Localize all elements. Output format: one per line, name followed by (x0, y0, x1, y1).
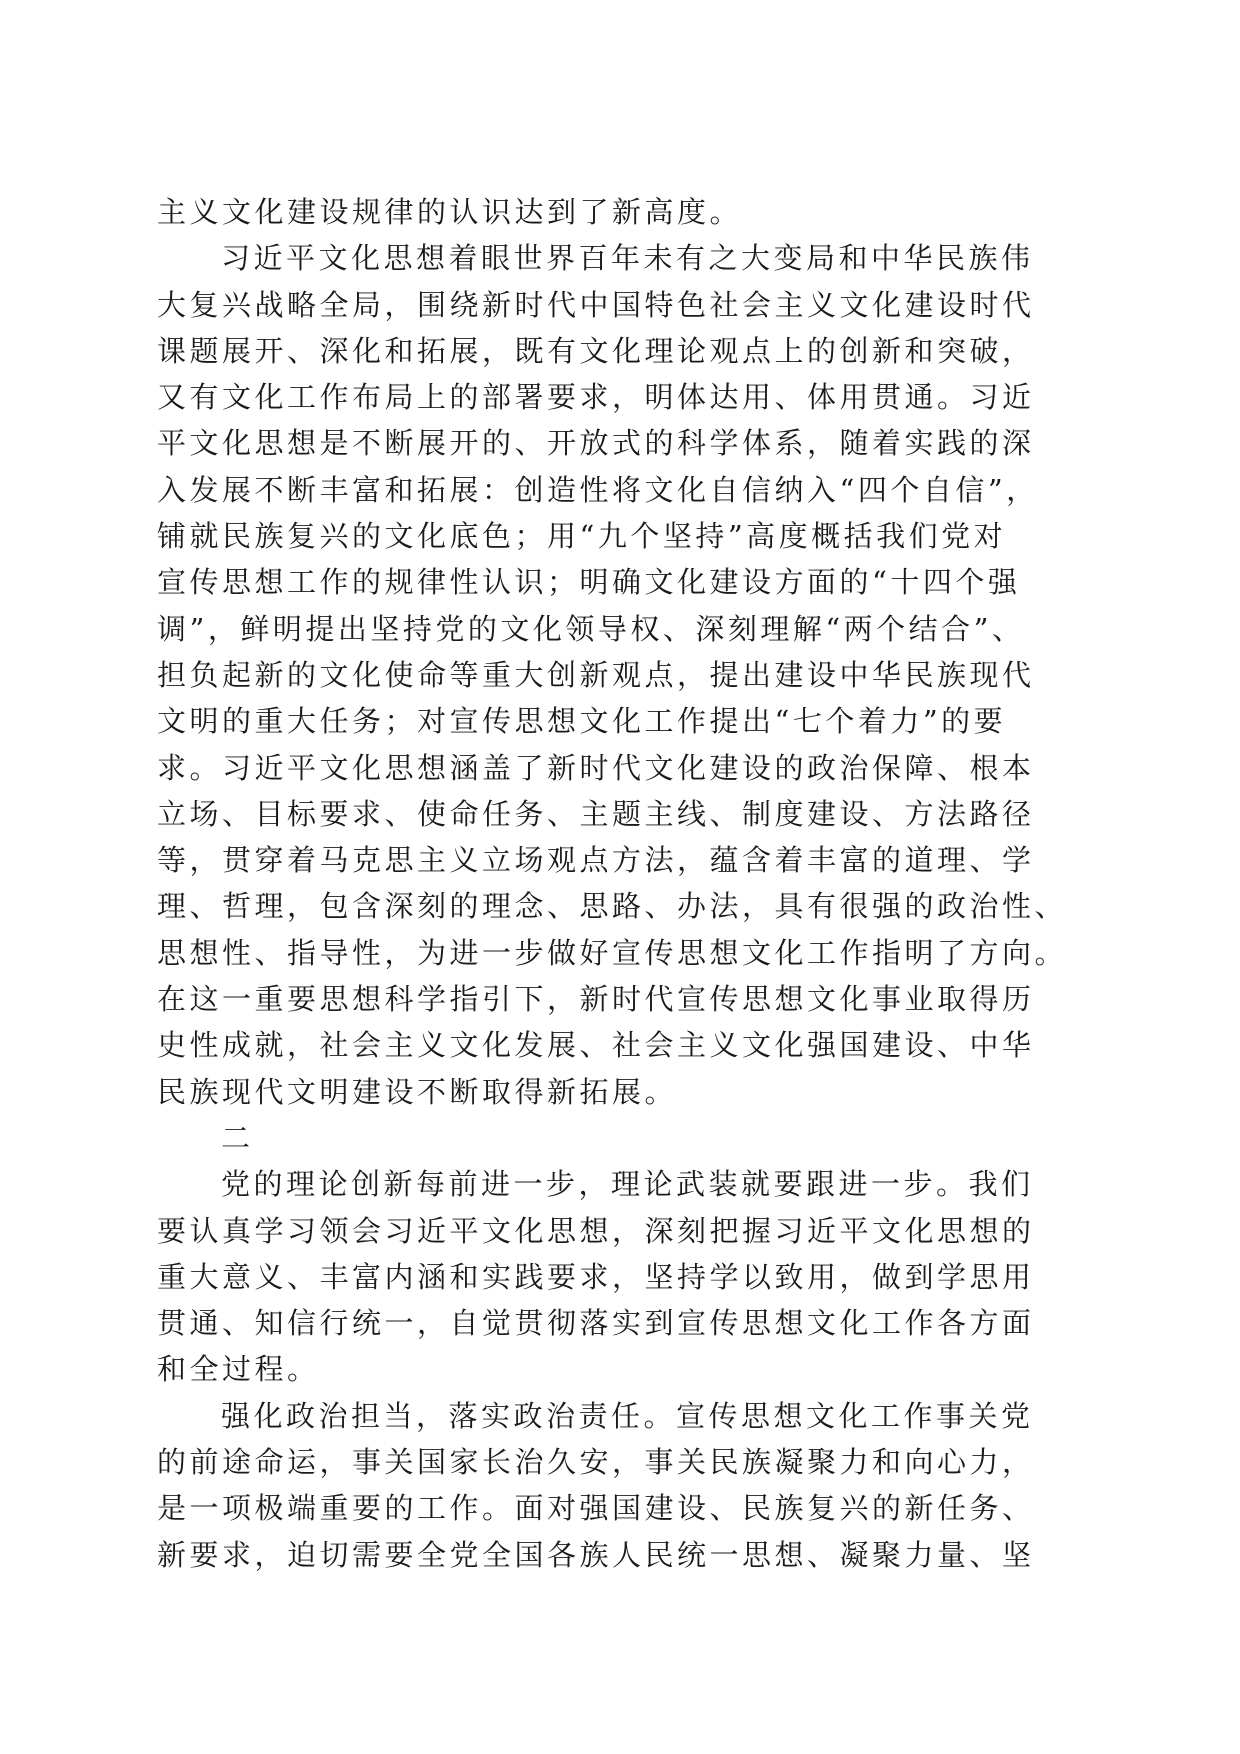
text-line: 新要求，迫切需要全党全国各族人民统一思想、凝聚力量、坚 (157, 1537, 1035, 1572)
text-line: 史性成就，社会主义文化发展、社会主义文化强国建设、中华 (157, 1028, 1035, 1063)
text-line: 理、哲理，包含深刻的理念、思路、办法，具有很强的政治性、 (157, 889, 1068, 924)
text-line: 和全过程。 (157, 1352, 320, 1387)
text-line: 强化政治担当，落实政治责任。宣传思想文化工作事关党 (221, 1398, 1034, 1433)
text-line: 贯通、知信行统一，自觉贯彻落实到宣传思想文化工作各方面 (157, 1306, 1035, 1341)
text-line: 是一项极端重要的工作。面对强国建设、民族复兴的新任务、 (157, 1491, 1035, 1526)
text-line: 调”，鲜明提出坚持党的文化领导权、深刻理解“两个结合”、 (157, 611, 1025, 646)
text-line: 在这一重要思想科学指引下，新时代宣传思想文化事业取得历 (157, 982, 1035, 1017)
text-line: 立场、目标要求、使命任务、主题主线、制度建设、方法路径 (157, 796, 1035, 831)
text-line: 二 (221, 1120, 254, 1155)
text-line: 要认真学习领会习近平文化思想，深刻把握习近平文化思想的 (157, 1213, 1035, 1248)
text-line: 文明的重大任务；对宣传思想文化工作提出“七个着力”的要 (157, 704, 1007, 739)
text-line: 主义文化建设规律的认识达到了新高度。 (157, 195, 743, 229)
body-text (157, 189, 1097, 1578)
text-line: 重大意义、丰富内涵和实践要求，坚持学以致用，做到学思用 (157, 1259, 1035, 1294)
text-line: 入发展不断丰富和拓展：创造性将文化自信纳入“四个自信”， (157, 472, 1039, 507)
text-line: 党的理论创新每前进一步，理论武装就要跟进一步。我们 (221, 1167, 1034, 1202)
text-line: 课题展开、深化和拓展，既有文化理论观点上的创新和突破， (157, 333, 1035, 368)
text-line: 大复兴战略全局，围绕新时代中国特色社会主义文化建设时代 (157, 287, 1035, 322)
text-line: 等，贯穿着马克思主义立场观点方法，蕴含着丰富的道理、学 (157, 843, 1035, 878)
text-line: 又有文化工作布局上的部署要求，明体达用、体用贯通。习近 (157, 380, 1035, 415)
text-line: 的前途命运，事关国家长治久安，事关民族凝聚力和向心力， (157, 1445, 1035, 1480)
text-line: 担负起新的文化使命等重大创新观点，提出建设中华民族现代 (157, 657, 1035, 692)
text-line: 宣传思想工作的规律性认识；明确文化建设方面的“十四个强 (157, 565, 1021, 600)
text-line: 民族现代文明建设不断取得新拓展。 (157, 1074, 678, 1109)
text-line: 习近平文化思想着眼世界百年未有之大变局和中华民族伟 (221, 241, 1034, 276)
text-line: 思想性、指导性，为进一步做好宣传思想文化工作指明了方向。 (157, 935, 1068, 970)
text-line: 求。习近平文化思想涵盖了新时代文化建设的政治保障、根本 (157, 750, 1035, 785)
text-line: 铺就民族复兴的文化底色；用“九个坚持”高度概括我们党对 (157, 519, 1007, 554)
text-line: 平文化思想是不断展开的、开放式的科学体系，随着实践的深 (157, 426, 1035, 461)
